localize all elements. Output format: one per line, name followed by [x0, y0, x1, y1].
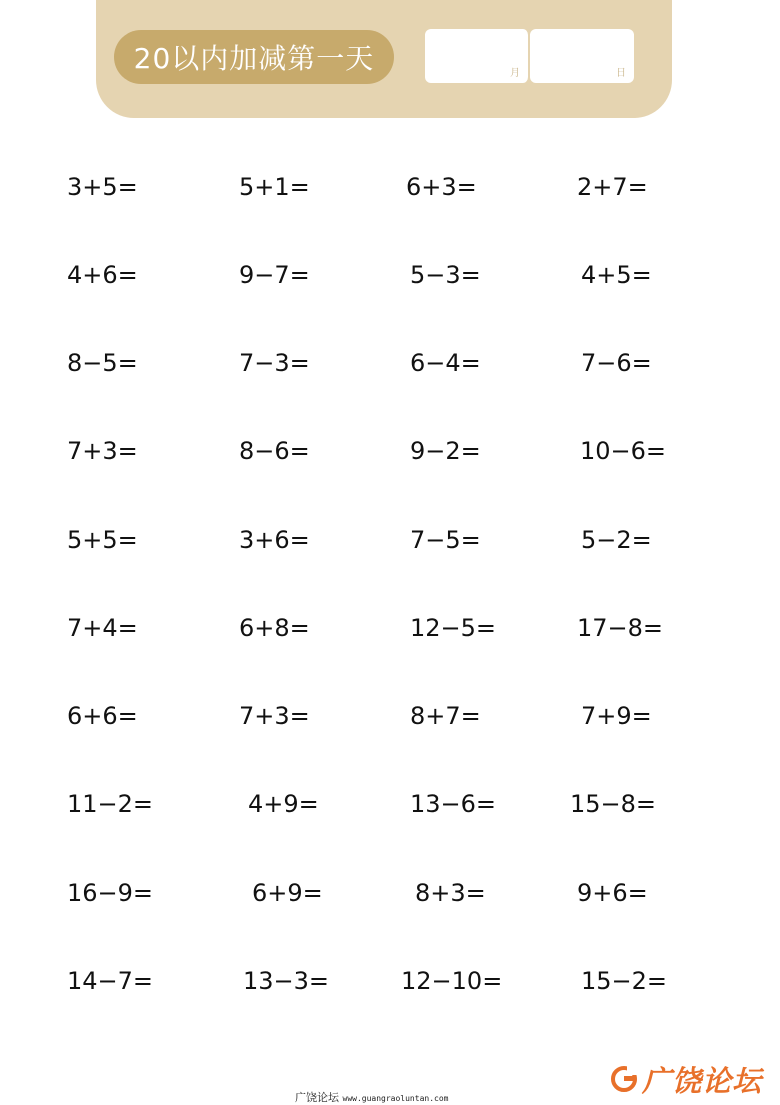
problem-item: 16−9= [67, 879, 154, 907]
site-logo [610, 1062, 762, 1096]
problem-item: 6−4= [410, 349, 481, 377]
problem-item: 13−3= [243, 967, 330, 995]
problem-item: 7+9= [581, 702, 652, 730]
problem-item: 4+5= [581, 261, 652, 289]
problem-item: 6+6= [67, 702, 138, 730]
problem-item: 7+4= [67, 614, 138, 642]
problem-item: 15−2= [581, 967, 668, 995]
problem-item: 9−2= [410, 437, 481, 465]
logo-mark-icon [610, 1065, 638, 1093]
problem-item: 9+6= [577, 879, 648, 907]
logo-brand-text: 广饶论坛 [642, 1063, 763, 1098]
problem-item: 7+3= [239, 702, 310, 730]
problem-item: 4+9= [248, 790, 319, 818]
problem-item: 12−5= [410, 614, 497, 642]
problem-item: 8+3= [415, 879, 486, 907]
problem-item: 10−6= [580, 437, 667, 465]
problem-item: 3+6= [239, 526, 310, 554]
page-title: 20以内加减第一天 [133, 42, 375, 75]
problem-item: 12−10= [401, 967, 503, 995]
day-unit-label: 日 [616, 68, 626, 79]
problem-item: 7−5= [410, 526, 481, 554]
problem-item: 11−2= [67, 790, 154, 818]
problem-item: 17−8= [577, 614, 664, 642]
problem-item: 14−7= [67, 967, 154, 995]
problem-item: 8−5= [67, 349, 138, 377]
problem-item: 13−6= [410, 790, 497, 818]
footer-url[interactable]: www.guangraoluntan.com [342, 1094, 449, 1103]
problem-item: 2+7= [577, 173, 648, 201]
footer-site-name: 广饶论坛 [295, 1091, 339, 1104]
problem-item: 8+7= [410, 702, 481, 730]
problem-item: 9−7= [239, 261, 310, 289]
problem-item: 6+8= [239, 614, 310, 642]
problem-item: 5+5= [67, 526, 138, 554]
problem-item: 5−3= [410, 261, 481, 289]
problem-item: 3+5= [67, 173, 138, 201]
problem-item: 4+6= [67, 261, 138, 289]
problem-item: 5+1= [239, 173, 310, 201]
problem-item: 7−6= [581, 349, 652, 377]
problem-item: 5−2= [581, 526, 652, 554]
problem-item: 6+9= [252, 879, 323, 907]
month-unit-label: 月 [510, 68, 520, 79]
problem-item: 7+3= [67, 437, 138, 465]
problem-item: 6+3= [406, 173, 477, 201]
problem-item: 15−8= [570, 790, 657, 818]
problem-item: 8−6= [239, 437, 310, 465]
problem-item: 7−3= [239, 349, 310, 377]
